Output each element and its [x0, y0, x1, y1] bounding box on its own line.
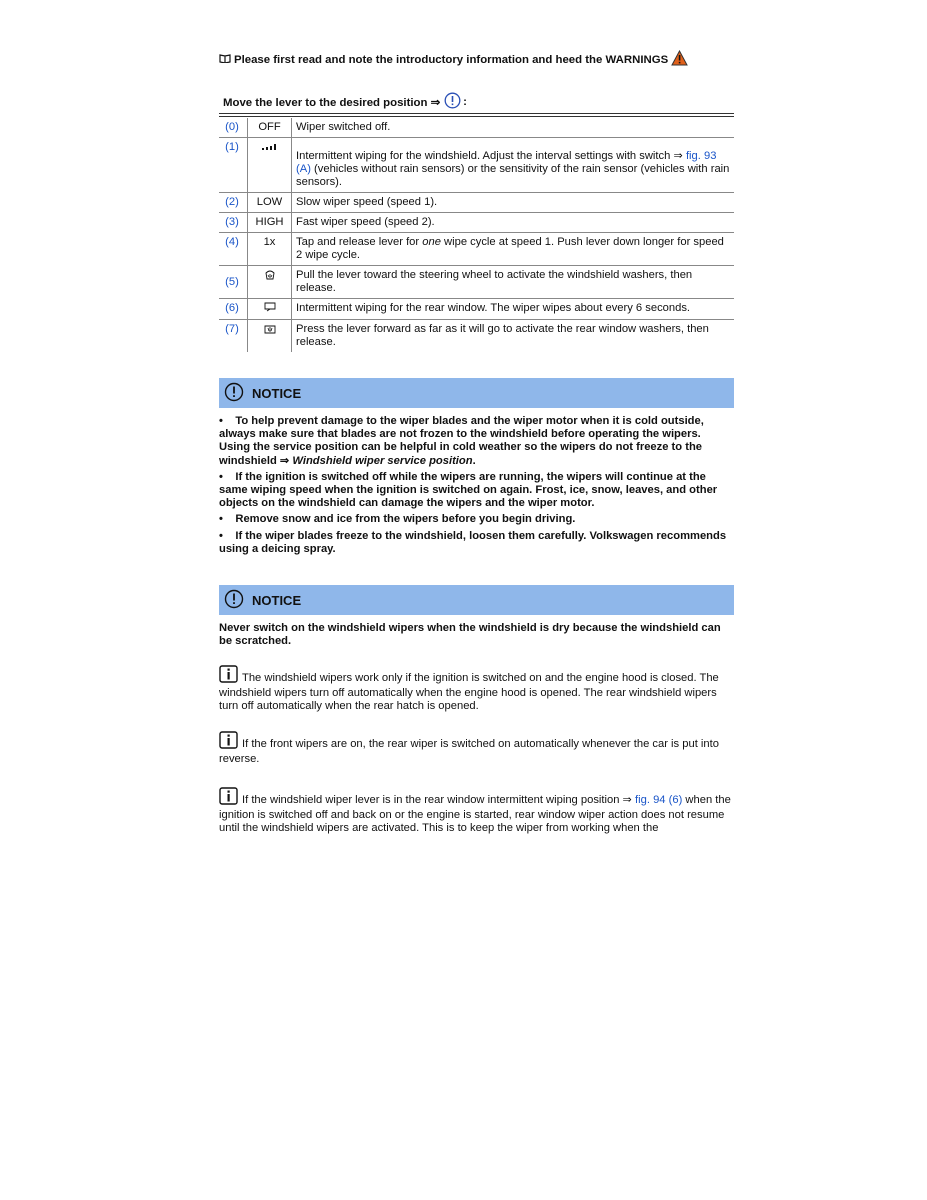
bullet-text: .: [472, 454, 476, 467]
table-row: [219, 138, 734, 193]
position-description: Press the lever forward as far as it will go to activate the rear window washers, then release.: [296, 323, 709, 348]
bullet-text: To help prevent damage to the wiper blades and the wiper motor when it is cold outside, always make sure that blades are not frozen to the windshield before operating the wipers. Using the service position can be helpful in cold weather so the wipers do not freeze to the windshield ⇒: [219, 415, 704, 467]
table-row: [219, 266, 734, 299]
position-number: (1): [219, 138, 248, 193]
intermittent-icon: [248, 138, 292, 193]
info-text: If the front wipers are on, the rear wiper is switched on automatically whenever the car is put into reverse.: [219, 738, 719, 766]
notice-title: NOTICE: [252, 592, 302, 608]
notice-icon: [444, 92, 461, 112]
table-row: [219, 118, 734, 138]
move-lever-heading: [223, 92, 467, 112]
info-text: when the ignition is switched off and back on or the engine is started, rear window wiper action does not resume until the windshield wipers are activated. This is to keep the wiper from working when the: [219, 794, 731, 835]
intro-line: [219, 50, 739, 69]
desc-text: Tap and release lever for: [296, 236, 423, 248]
info-icon: [219, 731, 238, 753]
intro-text: Please first read and note the introductory information and heed the WARNINGS: [234, 53, 669, 66]
book-icon: [219, 53, 231, 66]
move-colon: :: [463, 96, 467, 108]
position-description: Fast wiper speed (speed 2).: [292, 213, 735, 233]
info-icon: [219, 787, 238, 809]
notice-header-2: [219, 585, 734, 615]
position-description: Slow wiper speed (speed 1).: [292, 193, 735, 213]
info-text: The windshield wipers work only if the ignition is switched on and the engine hood is closed. The windshield wipers turn off automatically when the engine hood is opened. The rear windshield wipers turn off automatically when the rear hatch is opened.: [219, 672, 719, 713]
position-number: (4): [219, 233, 248, 266]
bullet-text: Remove snow and ice from the wipers before you begin driving.: [235, 513, 576, 526]
position-description: Intermittent wiping for the rear window. The wiper wipes about every 6 seconds.: [292, 299, 735, 320]
info-icon: [219, 665, 238, 687]
position-number: (0): [219, 118, 248, 138]
service-position-link[interactable]: Windshield wiper service position: [292, 454, 473, 467]
position-description: Pull the lever toward the steering wheel to activate the windshield washers, then release.: [292, 266, 735, 299]
fig-93-link[interactable]: fig. 93 (A): [296, 150, 717, 175]
list-item: • If the ignition is switched off while the wipers are running, the wipers will continue at the same wiping speed when the ignition is switched on again. Frost, ice, snow, leaves, and other objects on the windshield can damage the wipers and the wiper motor.: [219, 470, 718, 510]
position-number: (5): [219, 266, 248, 299]
move-text: Move the lever to the desired position ⇒: [223, 97, 441, 109]
position-symbol: LOW: [248, 193, 292, 213]
table-row: [219, 213, 734, 233]
position-symbol: HIGH: [248, 213, 292, 233]
position-description: Wiper switched off.: [292, 118, 735, 138]
windshield-washer-icon: [248, 266, 292, 299]
bullet-text: If the ignition is switched off while the wipers are running, the wipers will continue at the same wiping speed when the ignition is switched on again. Frost, ice, snow, leaves, and other objects on the windshield can damage the wipers and the wiper motor.: [219, 470, 718, 510]
rear-washer-icon: [248, 320, 292, 353]
notice-2-text: [219, 622, 734, 651]
desc-text: wipe cycle at speed 1. Push lever down longer for speed 2 wipe cycle.: [296, 236, 724, 261]
desc-text: (vehicles without rain sensors) or the sensitivity of the rain sensor (vehicles with rain sensors).: [296, 163, 730, 188]
info-paragraph-2: [219, 731, 734, 766]
desc-emphasis: one: [422, 236, 441, 248]
list-item: • To help prevent damage to the wiper blades and the wiper motor when it is cold outside, always make sure that blades are not frozen to the windshield before operating the wipers. Using the service position can be helpful in cold weather so the wipers do not freeze to the windshield ⇒ Windshield wiper service position.: [219, 415, 704, 467]
info-text: If the windshield wiper lever is in the rear window intermittent wiping position ⇒: [242, 794, 636, 806]
notice-icon: [224, 589, 244, 612]
fig-94-link[interactable]: fig. 94 (6): [635, 794, 683, 806]
position-number: (7): [225, 323, 239, 335]
notice-icon: [224, 382, 244, 405]
desc-text: Intermittent wiping for the windshield. Adjust the interval settings with switch ⇒: [296, 150, 686, 162]
table-top-rule: [219, 113, 734, 117]
list-item: • Remove snow and ice from the wipers before you begin driving.: [219, 513, 576, 526]
position-number: (3): [219, 213, 248, 233]
lever-positions-table: [219, 118, 734, 352]
notice-1-bullets: [219, 415, 734, 559]
position-symbol: OFF: [248, 118, 292, 138]
info-paragraph-1: [219, 665, 734, 714]
position-number: (2): [219, 193, 248, 213]
list-item: • If the wiper blades freeze to the windshield, loosen them carefully. Volkswagen recommends using a deicing spray.: [219, 529, 727, 555]
warning-icon: [671, 50, 688, 69]
position-symbol: 1x: [248, 233, 292, 266]
position-description: [292, 233, 735, 266]
table-row: [219, 299, 734, 320]
table-row: [219, 193, 734, 213]
position-description: [292, 138, 735, 193]
position-number: (6): [219, 299, 248, 320]
rear-wiper-icon: [248, 299, 292, 320]
bullet-text: If the wiper blades freeze to the windshield, loosen them carefully. Volkswagen recommends using a deicing spray.: [219, 529, 727, 555]
info-paragraph-3: [219, 787, 734, 836]
notice-header-1: [219, 378, 734, 408]
notice-title: NOTICE: [252, 385, 302, 401]
table-row: [219, 233, 734, 266]
table-row: [219, 320, 734, 353]
notice-body: Never switch on the windshield wipers when the windshield is dry because the windshield can be scratched.: [219, 622, 721, 648]
